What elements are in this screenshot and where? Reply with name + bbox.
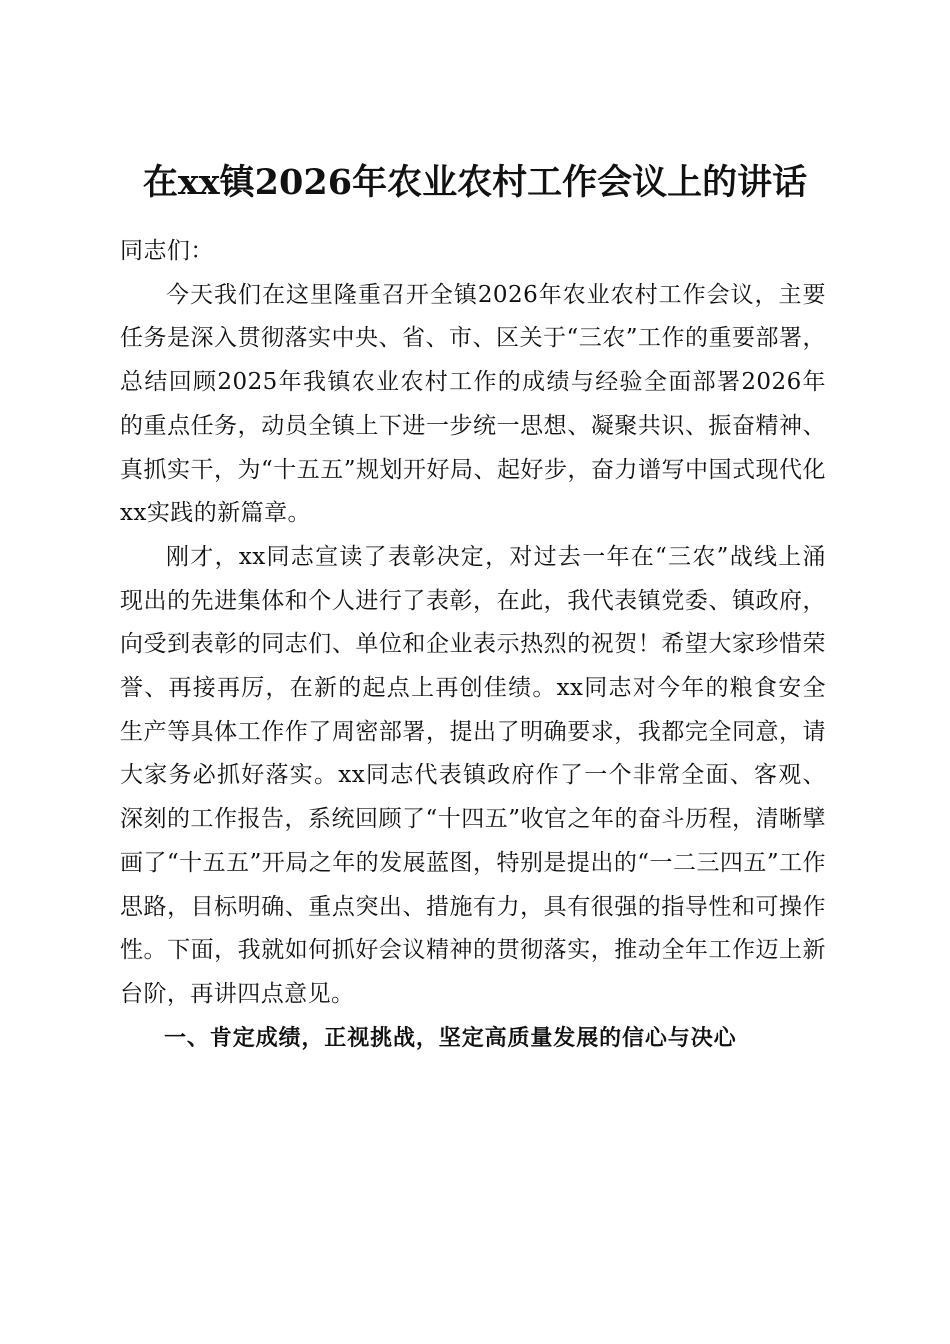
paragraph-commendation: 刚才，xx同志宣读了表彰决定，对过去一年在“三农”战线上涌现出的先进集体和个人进行了表彰，在此，我代表镇党委、镇政府，向受到表彰的同志们、单位和企业表示热烈的祝贺！希望大家珍惜荣誉、再接再厉，在新的起点上再创佳绩。xx同志对今年的粮食安全生产等具体工作作了周密部署，提出了明确要求，我都完全同意，请大家务必抓好落实。xx同志代表镇政府作了一个非常全面、客观、深刻的工作报告，系统回顾了“十四五”收官之年的奋斗历程，清晰擘画了“十五五”开局之年的发展蓝图，特别是提出的“一二三四五”工作思路，目标明确、重点突出、措施有力，具有很强的指导性和可操作性。下面，我就如何抓好会议精神的贯彻落实，推动全年工作迈上新台阶，再讲四点意见。: [120, 543, 826, 1007]
document-body: [120, 230, 826, 1060]
section-heading: 一、肯定成绩，正视挑战，坚定高质量发展的信心与决心: [164, 1025, 737, 1051]
salutation: 同志们：: [120, 238, 214, 264]
document-title: 在xx镇2026年农业农村工作会议上的讲话: [142, 162, 808, 204]
paragraph-opening: 今天我们在这里隆重召开全镇2026年农业农村工作会议，主要任务是深入贯彻落实中央、省、市、区关于“三农”工作的重要部署，总结回顾2025年我镇农业农村工作的成绩与经验全面部署2026年的重点任务，动员全镇上下进一步统一思想、凝聚共识、振奋精神、真抓实干，为“十五五”规划开好局、起好步，奋力谱写中国式现代化xx实践的新篇章。: [120, 281, 826, 527]
